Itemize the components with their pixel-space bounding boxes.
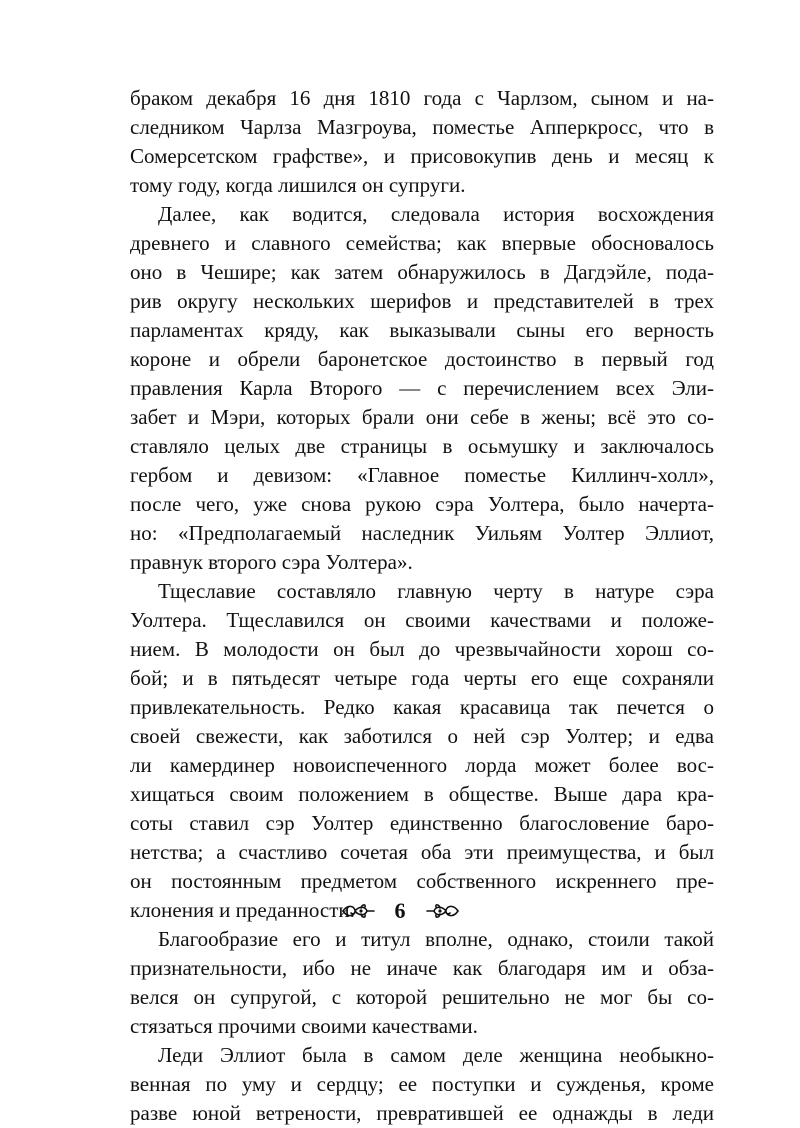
text-line: Благообразие его и титул вполне, однако, стоили такой xyxy=(158,927,714,951)
text-line: после чего, уже снова рукою сэра Уолтера, было начерта- xyxy=(130,492,714,516)
text-line: Далее, как водится, следовала история восхождения xyxy=(158,202,714,226)
right-flourish-icon xyxy=(426,902,460,920)
text-line: венная по уму и сердцу; ее поступки и сужденья, кроме xyxy=(130,1072,714,1096)
text-line: ли камердинер новоиспеченного лорда может более вос- xyxy=(130,753,714,777)
text-line: нетства; а счастливо сочетая оба эти преимущества, и был xyxy=(130,840,714,864)
text-line: велся он супругой, с которой решительно не мог бы со- xyxy=(130,985,714,1009)
text-line: разве юной ветрености, превратившей ее однажды в леди xyxy=(130,1101,714,1125)
text-line: правнук второго сэра Уолтера». xyxy=(130,550,413,574)
text-line: правления Карла Второго — с перечислением всех Эли- xyxy=(130,376,714,400)
text-line: клонения и преданности. xyxy=(130,898,355,922)
text-line: Леди Эллиот была в самом деле женщина необыкно- xyxy=(158,1043,714,1067)
text-line: древнего и славного семейства; как впервые обосновалось xyxy=(130,231,714,255)
text-line: Сомерсетском графстве», и присовокупив день и месяц к xyxy=(130,144,714,168)
text-line: но: «Предполагаемый наследник Уильям Уолтер Эллиот, xyxy=(130,521,714,545)
text-line: хищаться своим положением в обществе. Выше дара кра- xyxy=(130,782,714,806)
text-line: забет и Мэри, которых брали они себе в жены; всё это со- xyxy=(130,405,714,429)
text-line: своей свежести, как заботился о ней сэр Уолтер; и едва xyxy=(130,724,714,748)
text-line: соты ставил сэр Уолтер единственно благословение баро- xyxy=(130,811,714,835)
text-line: парламентах кряду, как выказывали сыны его верность xyxy=(130,318,714,342)
text-line: он постоянным предметом собственного искреннего пре- xyxy=(130,869,714,893)
text-line: гербом и девизом: «Главное поместье Киллинч-холл», xyxy=(130,463,714,487)
body-text xyxy=(130,84,714,1128)
page-number: 6 xyxy=(394,898,406,923)
text-line: признательности, ибо не иначе как благодаря им и обза- xyxy=(130,956,714,980)
text-line: Тщеславие составляло главную черту в натуре сэра xyxy=(158,579,714,603)
text-line: браком декабря 16 дня 1810 года с Чарлзом, сыном и на- xyxy=(130,86,714,110)
text-line: ставляло целых две страницы в осьмушку и заключалось xyxy=(130,434,714,458)
text-line: привлекательность. Редко какая красавица так печется о xyxy=(130,695,714,719)
left-flourish-icon xyxy=(341,902,375,920)
text-line: стязаться прочими своими качествами. xyxy=(130,1014,478,1038)
text-line: бой; и в пятьдесят четыре года черты его еще сохраняли xyxy=(130,666,714,690)
text-line: следником Чарлза Мазгроува, поместье Апперкросс, что в xyxy=(130,115,714,139)
text-line: короне и обрели баронетское достоинство в первый год xyxy=(130,347,714,371)
text-line: оно в Чешире; как затем обнаружилось в Дагдэйле, пода- xyxy=(130,260,714,284)
text-line: нием. В молодости он был до чрезвычайности хорош со- xyxy=(130,637,714,661)
page-footer xyxy=(0,893,800,929)
text-line: тому году, когда лишился он супруги. xyxy=(130,173,466,197)
text-line: рив округу нескольких шерифов и представителей в трех xyxy=(130,289,714,313)
text-line: Уолтера. Тщеславился он своими качествами и положе- xyxy=(130,608,714,632)
